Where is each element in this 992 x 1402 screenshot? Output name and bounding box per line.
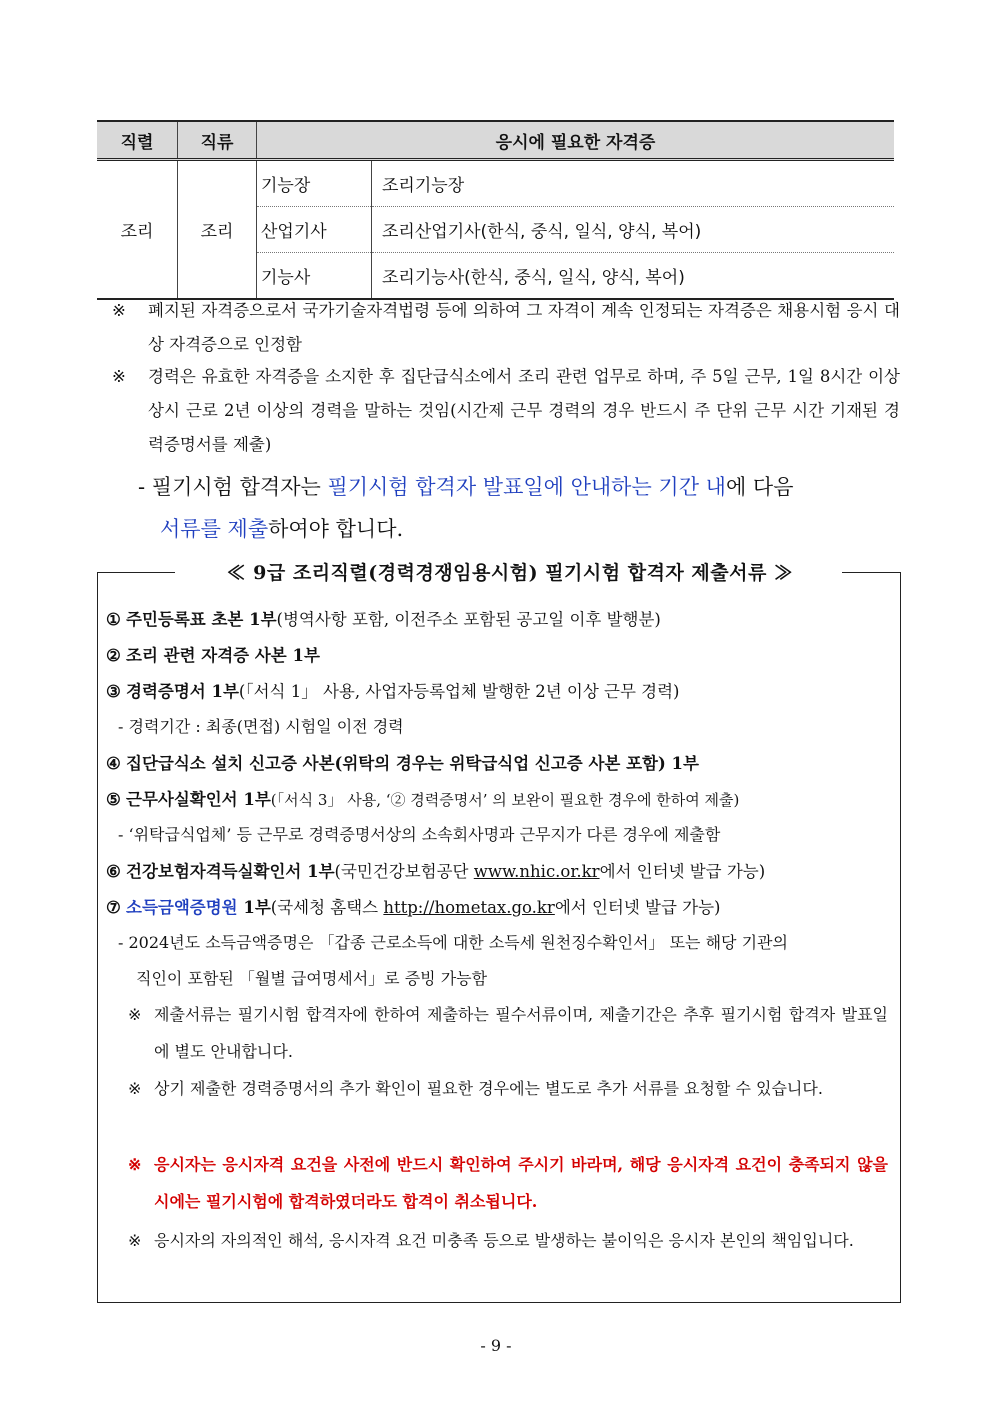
item-detail: (국세청 홈택스 xyxy=(270,898,384,917)
hometax-link[interactable]: http://hometax.go.kr xyxy=(383,898,555,917)
submit-period-highlight: 필기시험 합격자 발표일에 안내하는 기간 내 xyxy=(327,475,726,499)
doc-item-6 xyxy=(106,858,896,882)
doc-item-3-sub: - 경력기간 : 최종(면접) 시험일 이전 경력 xyxy=(118,717,404,736)
item-title: 1부 xyxy=(237,898,271,917)
item-number: ⑤ xyxy=(106,790,121,809)
box-note-1 xyxy=(128,996,888,1070)
item-title-highlight: 소득금액증명원 xyxy=(126,898,238,917)
item-title: 경력증명서 1부 xyxy=(126,682,239,701)
note-mark: ※ xyxy=(128,1079,142,1098)
item-title: 건강보험자격득실확인서 1부 xyxy=(126,862,335,881)
box-note-4 xyxy=(128,1222,888,1259)
submit-docs-highlight: 서류를 제출 xyxy=(160,517,269,541)
table-row xyxy=(97,160,894,207)
cell-level: 기능사 xyxy=(257,253,372,300)
doc-item-2 xyxy=(106,642,896,666)
cell-cert: 조리기능장 xyxy=(372,160,895,207)
doc-item-4 xyxy=(106,750,896,774)
table-header-row xyxy=(97,121,894,160)
item-number: ⑦ xyxy=(106,898,121,917)
dash-mark: - xyxy=(138,475,146,499)
item-number: ④ xyxy=(106,754,121,773)
item-detail: 에서 인터넷 발급 가능) xyxy=(554,898,721,917)
item-number: ③ xyxy=(106,682,121,701)
doc-item-5 xyxy=(106,786,896,810)
note-text: 폐지된 자격증으로서 국가기술자격법령 등에 의하여 그 자격이 계속 인정되는 자격증은 채용시험 응시 대상 자격증으로 인정함 xyxy=(148,301,900,354)
note-text: 제출서류는 필기시험 합격자에 한하여 제출하는 필수서류이며, 제출기간은 추후 필기시험 합격자 발표일에 별도 안내합니다. xyxy=(154,1005,888,1061)
header-job-series: 직렬 xyxy=(97,121,178,160)
item-number: ① xyxy=(106,610,121,629)
doc-item-7-sub-2: 직인이 포함된 「월별 급여명세서」로 증빙 가능함 xyxy=(136,969,488,988)
doc-item-5-sub: - ‘위탁급식업체’ 등 근무로 경력증명서상의 소속회사명과 근무지가 다른 경우에 제출함 xyxy=(118,825,721,844)
cell-cert: 조리기능사(한식, 중식, 일식, 양식, 복어) xyxy=(372,253,895,300)
box-top-border-left xyxy=(97,572,175,573)
cell-level: 기능장 xyxy=(257,160,372,207)
note-text: 경력은 유효한 자격증을 소지한 후 집단급식소에서 조리 관련 업무로 하며, 주 5일 근무, 1일 8시간 이상 상시 근로 2년 이상의 경력을 말하는 것임(시간제 근무 경력의 경우 반드시 주 단위 근무 시간 기재된 경력증명서를 제출) xyxy=(148,367,900,454)
item-detail: (「서식 1」 사용, 사업자등록업체 발행한 2년 이상 근무 경력) xyxy=(238,682,680,701)
note-career xyxy=(112,360,900,462)
submit-text-3: 하여야 합니다. xyxy=(268,517,404,541)
note-mark: ※ xyxy=(128,1231,142,1250)
item-title: 집단급식소 설치 신고증 사본(위탁의 경우는 위탁급식업 신고증 사본 포함) 1부 xyxy=(126,754,699,773)
doc-item-3 xyxy=(106,678,896,702)
box-note-2 xyxy=(128,1070,888,1107)
header-job-type: 직류 xyxy=(178,121,257,160)
item-detail: (「서식 3」 사용, ‘② 경력증명서’ 의 보완이 필요한 경우에 한하여 제출) xyxy=(270,791,740,809)
cell-level: 산업기사 xyxy=(257,207,372,253)
item-detail: (병역사항 포함, 이전주소 포함된 공고일 이후 발행분) xyxy=(276,610,661,629)
item-title: 주민등록표 초본 1부 xyxy=(126,610,277,629)
nhic-link[interactable]: www.nhic.or.kr xyxy=(473,862,600,881)
note-abolished-cert xyxy=(112,294,900,362)
page-number: - 9 - xyxy=(480,1336,512,1355)
cell-job-series: 조리 xyxy=(97,160,178,300)
item-detail: 에서 인터넷 발급 가능) xyxy=(599,862,766,881)
qualification-table xyxy=(97,120,894,300)
doc-item-1 xyxy=(106,606,896,630)
item-number: ② xyxy=(106,646,121,665)
box-top-border-right xyxy=(842,572,900,573)
item-title: 조리 관련 자격증 사본 1부 xyxy=(126,646,320,665)
doc-item-7-sub-1: - 2024년도 소득금액증명은 「갑종 근로소득에 대한 소득세 원천징수확인서」 또는 해당 기관의 xyxy=(118,933,788,952)
note-mark: ※ xyxy=(128,1005,142,1024)
note-text: 응시자의 자의적인 해석, 응시자격 요건 미충족 등으로 발생하는 불이익은 응시자 본인의 책임입니다. xyxy=(154,1231,854,1250)
doc-item-7 xyxy=(106,894,896,918)
note-text: 응시자는 응시자격 요건을 사전에 반드시 확인하여 주시기 바라며, 해당 응시자격 요건이 충족되지 않을 시에는 필기시험에 합격하였더라도 합격이 취소됩니다. xyxy=(154,1155,888,1211)
item-number: ⑥ xyxy=(106,862,121,881)
note-mark: ※ xyxy=(112,301,126,320)
item-detail: (국민건강보험공단 xyxy=(334,862,474,881)
submit-text-2: 에 다음 xyxy=(725,475,794,499)
box-note-3-warning xyxy=(128,1146,888,1220)
box-title: ≪ 9급 조리직렬(경력경쟁임용시험) 필기시험 합격자 제출서류 ≫ xyxy=(226,562,794,584)
cell-cert: 조리산업기사(한식, 중식, 일식, 양식, 복어) xyxy=(372,207,895,253)
submit-text-1: 필기시험 합격자는 xyxy=(151,475,328,499)
header-required-cert: 응시에 필요한 자격증 xyxy=(257,121,895,160)
cell-job-type: 조리 xyxy=(178,160,257,300)
note-mark: ※ xyxy=(128,1155,142,1174)
item-title: 근무사실확인서 1부 xyxy=(126,790,271,809)
submission-instruction xyxy=(138,466,898,550)
note-text: 상기 제출한 경력증명서의 추가 확인이 필요한 경우에는 별도로 추가 서류를 요청할 수 있습니다. xyxy=(154,1079,823,1098)
note-mark: ※ xyxy=(112,367,126,386)
